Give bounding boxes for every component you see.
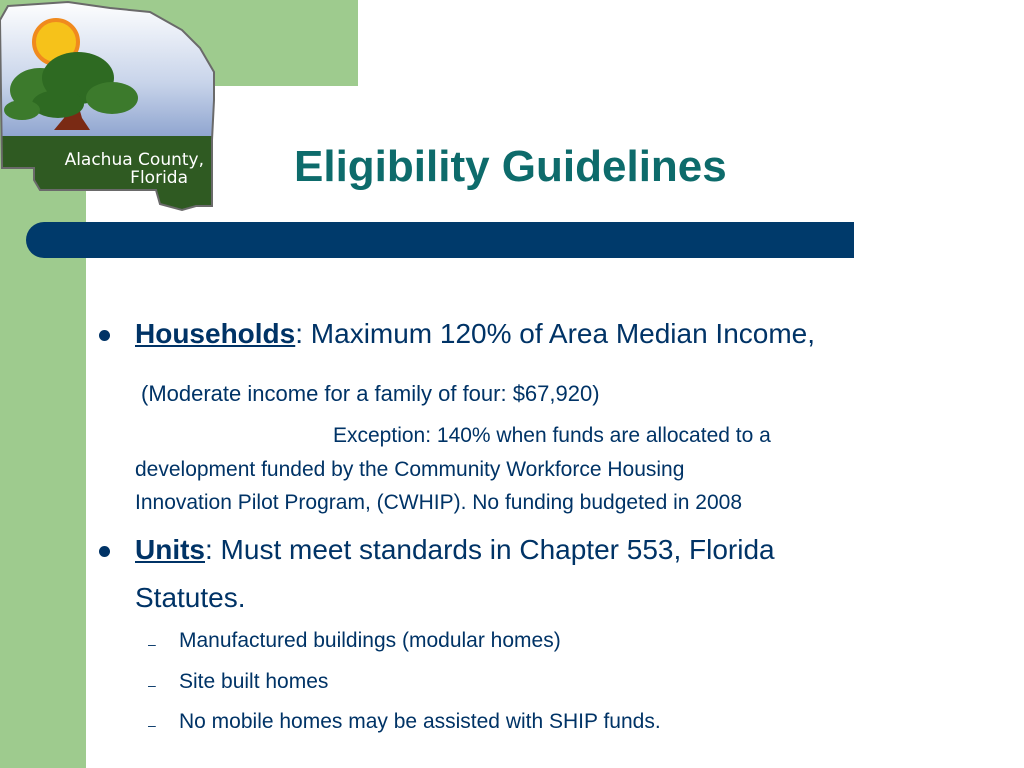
bullet-dot-icon bbox=[99, 546, 110, 557]
dash-icon: – bbox=[148, 717, 156, 733]
logo-county-name: Alachua County, bbox=[64, 150, 204, 170]
units-text: : Must meet standards in Chapter 553, Florida bbox=[205, 534, 775, 565]
logo-state-name: Florida bbox=[130, 168, 188, 188]
units-label: Units bbox=[135, 534, 205, 565]
exception-line-2: development funded by the Community Workforce Housing bbox=[135, 458, 685, 481]
dash-icon: – bbox=[148, 636, 156, 652]
moderate-income-note: (Moderate income for a family of four: $67,920) bbox=[141, 381, 600, 406]
units-line bbox=[135, 534, 775, 566]
exception-line-3: Innovation Pilot Program, (CWHIP). No funding budgeted in 2008 bbox=[135, 491, 743, 514]
households-text: : Maximum 120% of Area Median Income, bbox=[295, 318, 816, 349]
dash-icon: – bbox=[148, 677, 156, 693]
slide-title: Eligibility Guidelines bbox=[294, 142, 727, 191]
households-label: Households bbox=[135, 318, 296, 349]
units-text-continued: Statutes. bbox=[135, 582, 246, 613]
subitem-site-built: Site built homes bbox=[179, 670, 329, 693]
exception-line-1: Exception: 140% when funds are allocated to a bbox=[333, 424, 771, 447]
bullet-dot-icon bbox=[99, 330, 110, 341]
subitem-manufactured: Manufactured buildings (modular homes) bbox=[179, 629, 561, 652]
subitem-mobile-homes: No mobile homes may be assisted with SHIP funds. bbox=[179, 710, 661, 733]
households-line bbox=[135, 318, 815, 350]
